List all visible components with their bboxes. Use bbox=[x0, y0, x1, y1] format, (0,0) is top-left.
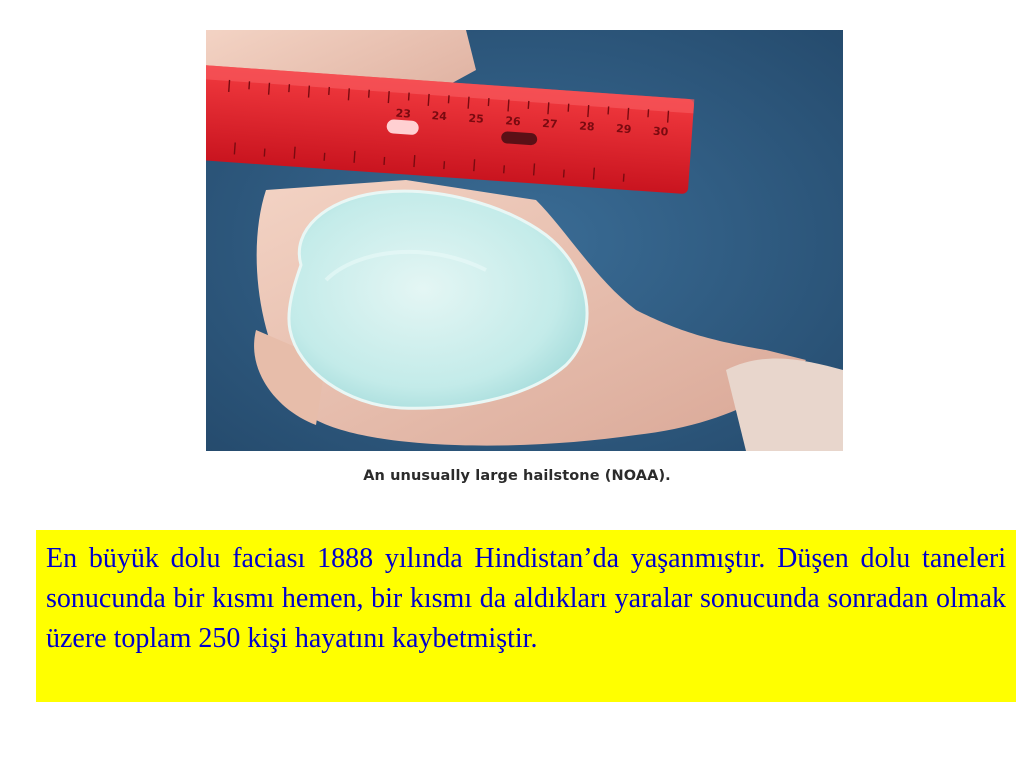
ruler-number: 28 bbox=[578, 119, 595, 134]
ruler-number: 30 bbox=[652, 124, 669, 139]
ruler-number: 26 bbox=[504, 114, 522, 129]
ruler-number: 29 bbox=[615, 122, 632, 137]
ruler-hole bbox=[386, 119, 419, 135]
hailstone-illustration bbox=[206, 30, 843, 451]
sleeve bbox=[726, 358, 843, 451]
ruler-number: 23 bbox=[395, 106, 412, 121]
body-paragraph: En büyük dolu faciası 1888 yılında Hindistan’da yaşanmıştır. Düşen dolu taneleri sonucunda bir kısmı hemen, bir kısmı da aldıkları yaralar sonucunda sonradan olmak üzere toplam 250 kişi hayatını kaybetmiştir. bbox=[46, 543, 1006, 654]
ruler-number: 24 bbox=[431, 109, 448, 124]
photo-caption: An unusually large hailstone (NOAA). bbox=[363, 468, 671, 484]
ruler-slot bbox=[501, 131, 538, 145]
hailstone-photo bbox=[206, 30, 843, 451]
ruler-number: 27 bbox=[541, 116, 559, 131]
ruler-number: 25 bbox=[468, 111, 485, 126]
info-textbox bbox=[36, 530, 1016, 702]
